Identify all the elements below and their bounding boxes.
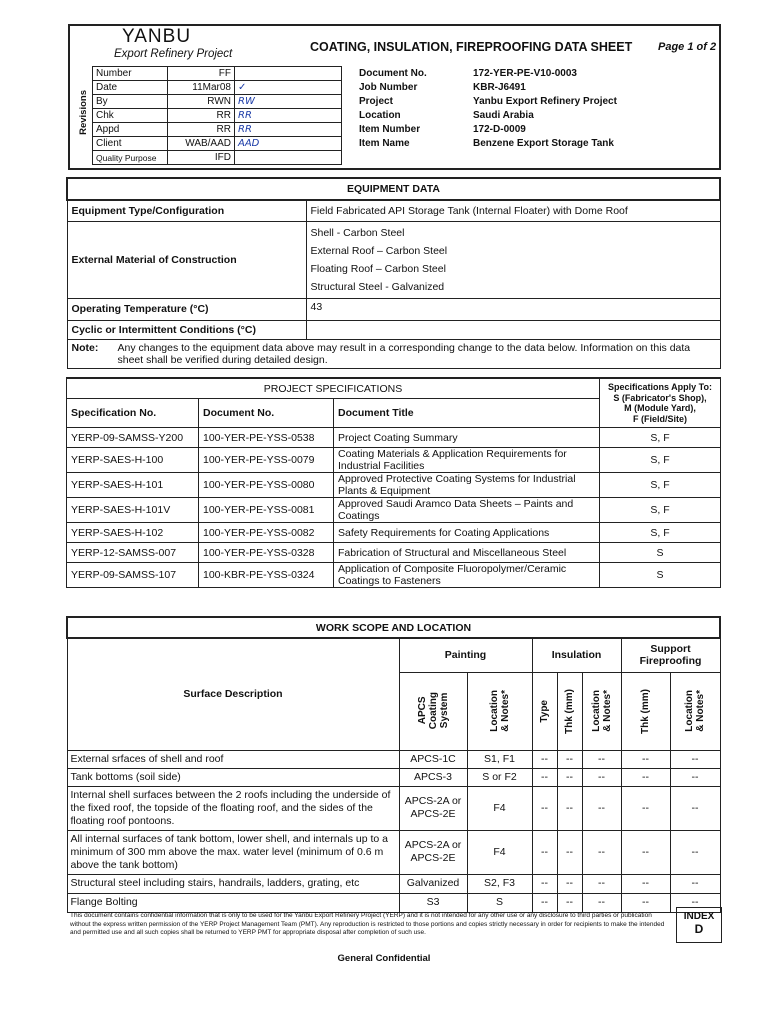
surface-description: Tank bottoms (soil side) — [67, 768, 399, 786]
spec-applies-to: S — [600, 543, 721, 563]
index-label: INDEX — [683, 911, 715, 922]
revision-table — [92, 66, 342, 165]
info-label: Item Number — [359, 123, 421, 135]
info-label: Document No. — [359, 67, 427, 79]
surface-description: Internal shell surfaces between the 2 roofs including the underside of the fixed roof, the topside of the floating roof, and the sides of the floating roof pontoons. — [67, 786, 399, 830]
equipment-data-table — [66, 177, 721, 369]
revision-label: Number — [93, 67, 168, 81]
equipment-data-title: EQUIPMENT DATA — [67, 178, 720, 200]
workscope-row — [67, 786, 720, 830]
work-scope-title: WORK SCOPE AND LOCATION — [67, 617, 720, 638]
info-value: Saudi Arabia — [473, 109, 534, 121]
spec-doc-title: Safety Requirements for Coating Applications — [334, 523, 600, 543]
thk-col-label: Thk (mm) — [564, 688, 575, 734]
workscope-cell-apcs: APCS-1C — [399, 750, 467, 768]
revision-label: Appd — [93, 123, 168, 137]
workscope-cell-loc: F4 — [467, 830, 532, 874]
workscope-cell-fthk: -- — [621, 768, 670, 786]
revision-signature: ✓ — [235, 81, 342, 95]
spec-doc-title: Approved Protective Coating Systems for Industrial Plants & Equipment — [334, 473, 600, 498]
workscope-cell-iloc: -- — [582, 893, 621, 912]
surface-description: Structural steel including stairs, handrails, ladders, grating, etc — [67, 874, 399, 893]
workscope-cell-floc: -- — [670, 874, 720, 893]
revision-row — [93, 137, 342, 151]
workscope-row — [67, 768, 720, 786]
applies-to-title: Specifications Apply To: — [607, 382, 712, 392]
workscope-cell-fthk: -- — [621, 893, 670, 912]
workscope-cell-loc: S — [467, 893, 532, 912]
type-col-label: Type — [539, 699, 550, 723]
spec-number: YERP-SAES-H-101V — [67, 498, 199, 523]
thk-col-header — [557, 672, 582, 750]
revisions-label-cell — [74, 90, 92, 150]
cyclic-value — [306, 320, 720, 339]
specifications-title: PROJECT SPECIFICATIONS — [67, 378, 600, 399]
spec-row — [67, 563, 721, 588]
equipment-type-value: Field Fabricated API Storage Tank (Internal Floater) with Dome Roof — [306, 200, 720, 221]
index-value: D — [694, 922, 704, 936]
workscope-cell-iloc: -- — [582, 830, 621, 874]
revision-label: By — [93, 95, 168, 109]
spec-applies-to: S, F — [600, 498, 721, 523]
revision-signature: RR — [235, 123, 342, 137]
workscope-cell-apcs: APCS-2A or APCS-2E — [399, 830, 467, 874]
location-col-label: Location & Notes* — [488, 690, 511, 732]
revision-row — [93, 81, 342, 95]
header-block — [68, 24, 721, 170]
project-subtitle: Export Refinery Project — [114, 48, 233, 60]
surface-description: All internal surfaces of tank bottom, lower shell, and internals up to a minimum of 300 mm above the max. water level (minimum of 0.6 m above the tank bottom) — [67, 830, 399, 874]
note-label: Note: — [71, 341, 99, 354]
spec-doc-title: Fabrication of Structural and Miscellaneous Steel — [334, 543, 600, 563]
revision-row — [93, 109, 342, 123]
info-label: Item Name — [359, 137, 410, 149]
info-value: Yanbu Export Refinery Project — [473, 95, 617, 107]
revision-value: IFD — [168, 151, 235, 165]
spec-doc-number: 100-YER-PE-YSS-0080 — [199, 473, 334, 498]
revision-signature — [235, 67, 342, 81]
revisions-label: Revisions — [77, 90, 89, 135]
workscope-cell-iloc: -- — [582, 750, 621, 768]
workscope-cell-thk: -- — [557, 893, 582, 912]
applies-to-line: S (Fabricator's Shop), — [613, 392, 707, 403]
fp-thk-col-header — [621, 672, 670, 750]
spec-row — [67, 523, 721, 543]
workscope-cell-thk: -- — [557, 874, 582, 893]
apcs-col-header — [399, 672, 467, 750]
info-row — [356, 122, 716, 136]
fireproofing-header: Support Fireproofing — [621, 638, 720, 672]
workscope-cell-apcs: APCS-3 — [399, 768, 467, 786]
workscope-cell-type: -- — [532, 830, 557, 874]
workscope-cell-loc: S or F2 — [467, 768, 532, 786]
spec-applies-to: S, F — [600, 473, 721, 498]
workscope-cell-fthk: -- — [621, 786, 670, 830]
workscope-cell-type: -- — [532, 768, 557, 786]
spec-doc-number: 100-YER-PE-YSS-0538 — [199, 428, 334, 448]
revision-label: Client — [93, 137, 168, 151]
info-value: 172-YER-PE-V10-0003 — [473, 67, 577, 79]
revision-row — [93, 95, 342, 109]
material-item: Structural Steel - Galvanized — [310, 280, 445, 293]
spec-number: YERP-SAES-H-101 — [67, 473, 199, 498]
type-col-header — [532, 672, 557, 750]
col-doc-no: Document No. — [199, 399, 334, 428]
spec-doc-title: Coating Materials & Application Requirements for Industrial Facilities — [334, 448, 600, 473]
revision-signature: RR — [235, 109, 342, 123]
info-label: Project — [359, 95, 393, 107]
surface-description: Flange Bolting — [67, 893, 399, 912]
spec-number: YERP-09-SAMSS-Y200 — [67, 428, 199, 448]
workscope-cell-type: -- — [532, 786, 557, 830]
info-label: Location — [359, 109, 401, 121]
workscope-cell-loc: F4 — [467, 786, 532, 830]
material-item: Shell - Carbon Steel — [310, 226, 405, 239]
workscope-row — [67, 750, 720, 768]
surface-description-header: Surface Description — [67, 638, 399, 750]
spec-row — [67, 473, 721, 498]
workscope-cell-floc: -- — [670, 893, 720, 912]
revision-value: WAB/AAD — [168, 137, 235, 151]
equipment-type-label: Equipment Type/Configuration — [67, 200, 306, 221]
workscope-cell-floc: -- — [670, 830, 720, 874]
spec-doc-number: 100-YER-PE-YSS-0081 — [199, 498, 334, 523]
workscope-row — [67, 874, 720, 893]
material-item: External Roof – Carbon Steel — [310, 244, 448, 257]
revision-value: FF — [168, 67, 235, 81]
workscope-row — [67, 893, 720, 912]
revision-value: RR — [168, 109, 235, 123]
spec-row — [67, 428, 721, 448]
workscope-cell-thk: -- — [557, 768, 582, 786]
spec-doc-title: Approved Saudi Aramco Data Sheets – Paints and Coatings — [334, 498, 600, 523]
fp-location-col-label: Location & Notes* — [684, 690, 706, 732]
spec-applies-to: S, F — [600, 523, 721, 543]
info-row — [356, 94, 716, 108]
info-value: KBR-J6491 — [473, 81, 526, 93]
workscope-cell-loc: S2, F3 — [467, 874, 532, 893]
revision-value: RR — [168, 123, 235, 137]
spec-doc-number: 100-YER-PE-YSS-0082 — [199, 523, 334, 543]
document-title: COATING, INSULATION, FIREPROOFING DATA SHEET — [310, 40, 633, 54]
workscope-cell-thk: -- — [557, 750, 582, 768]
workscope-cell-floc: -- — [670, 750, 720, 768]
workscope-cell-fthk: -- — [621, 750, 670, 768]
surface-description: External srfaces of shell and roof — [67, 750, 399, 768]
fp-location-col-header — [670, 672, 720, 750]
revision-label: Chk — [93, 109, 168, 123]
workscope-cell-iloc: -- — [582, 768, 621, 786]
workscope-cell-iloc: -- — [582, 874, 621, 893]
info-row — [356, 108, 716, 122]
workscope-cell-floc: -- — [670, 768, 720, 786]
revision-signature: RW — [235, 95, 342, 109]
spec-applies-to: S, F — [600, 428, 721, 448]
spec-number: YERP-09-SAMSS-107 — [67, 563, 199, 588]
apcs-col-label: APCS Coating System — [416, 692, 450, 730]
workscope-cell-thk: -- — [557, 830, 582, 874]
spec-doc-title: Application of Composite Fluoropolymer/Ceramic Coatings to Fasteners — [334, 563, 600, 588]
workscope-cell-floc: -- — [670, 786, 720, 830]
spec-doc-title: Project Coating Summary — [334, 428, 600, 448]
classification-label: General Confidential — [337, 953, 431, 964]
spec-doc-number: 100-KBR-PE-YSS-0324 — [199, 563, 334, 588]
workscope-cell-apcs: Galvanized — [399, 874, 467, 893]
workscope-cell-fthk: -- — [621, 830, 670, 874]
confidentiality-notice: This document contains confidential information that is only to be used for the Yanbu Export Refinery Project (YERP) and it is not intended for any other use or any disclosure to third parties or publication without the express written permission of the YERP Project Management Team (PMT). Any reproduction is restricted to those portions and copies strictly necessary in order for recipients to make the intended and permitted use and all such copies shall be returned to YERP PMT for appropriate disposal after completion of such use. — [70, 912, 665, 936]
revision-row — [93, 151, 342, 165]
revision-value: 11Mar08 — [168, 81, 235, 95]
spec-number: YERP-SAES-H-102 — [67, 523, 199, 543]
work-scope-table — [66, 616, 721, 913]
workscope-cell-thk: -- — [557, 786, 582, 830]
temperature-value: 43 — [306, 298, 720, 320]
spec-doc-number: 100-YER-PE-YSS-0328 — [199, 543, 334, 563]
applies-to-line: M (Module Yard), — [624, 403, 696, 413]
info-row — [356, 66, 716, 80]
workscope-cell-iloc: -- — [582, 786, 621, 830]
applies-to-header — [600, 378, 721, 428]
spec-number: YERP-SAES-H-100 — [67, 448, 199, 473]
info-label: Job Number — [359, 81, 418, 93]
workscope-cell-apcs: S3 — [399, 893, 467, 912]
workscope-cell-fthk: -- — [621, 874, 670, 893]
workscope-cell-type: -- — [532, 893, 557, 912]
workscope-row — [67, 830, 720, 874]
location-col-header — [467, 672, 532, 750]
revision-row — [93, 67, 342, 81]
ins-location-col-header — [582, 672, 621, 750]
material-list — [306, 221, 720, 298]
spec-applies-to: S — [600, 563, 721, 588]
workscope-cell-type: -- — [532, 874, 557, 893]
project-specifications-table — [66, 377, 721, 588]
page-number: Page 1 of 2 — [658, 41, 717, 53]
col-spec-no: Specification No. — [67, 399, 199, 428]
col-doc-title: Document Title — [334, 399, 600, 428]
note-text: Any changes to the equipment data above may result in a corresponding change to the data below. Information on this data sheet shall be verified during detailed design. — [117, 341, 691, 366]
workscope-cell-type: -- — [532, 750, 557, 768]
painting-header: Painting — [399, 638, 532, 672]
revision-signature: AAD — [235, 137, 342, 151]
material-label: External Material of Construction — [67, 221, 306, 298]
ins-location-col-label: Location & Notes* — [590, 690, 613, 732]
spec-row — [67, 448, 721, 473]
revision-label: Quality Purpose — [93, 151, 168, 165]
fp-thk-col-label: Thk (mm) — [640, 688, 651, 734]
spec-applies-to: S, F — [600, 448, 721, 473]
revision-row — [93, 123, 342, 137]
spec-number: YERP-12-SAMSS-007 — [67, 543, 199, 563]
spec-doc-number: 100-YER-PE-YSS-0079 — [199, 448, 334, 473]
applies-to-line: F (Field/Site) — [633, 413, 687, 424]
company-logo-text: YANBU — [122, 26, 192, 47]
note-row — [67, 339, 720, 368]
spec-row — [67, 543, 721, 563]
index-box — [676, 907, 722, 943]
workscope-cell-loc: S1, F1 — [467, 750, 532, 768]
revision-signature — [235, 151, 342, 165]
insulation-header: Insulation — [532, 638, 621, 672]
spec-row — [67, 498, 721, 523]
temperature-label: Operating Temperature (°C) — [67, 298, 306, 320]
info-row — [356, 136, 716, 150]
workscope-cell-apcs: APCS-2A or APCS-2E — [399, 786, 467, 830]
info-value: 172-D-0009 — [473, 123, 526, 135]
revision-label: Date — [93, 81, 168, 95]
info-row — [356, 80, 716, 94]
revision-value: RWN — [168, 95, 235, 109]
cyclic-label: Cyclic or Intermittent Conditions (°C) — [67, 320, 306, 339]
info-value: Benzene Export Storage Tank — [473, 137, 614, 149]
material-item: Floating Roof – Carbon Steel — [310, 262, 446, 275]
document-info-table — [356, 66, 716, 150]
